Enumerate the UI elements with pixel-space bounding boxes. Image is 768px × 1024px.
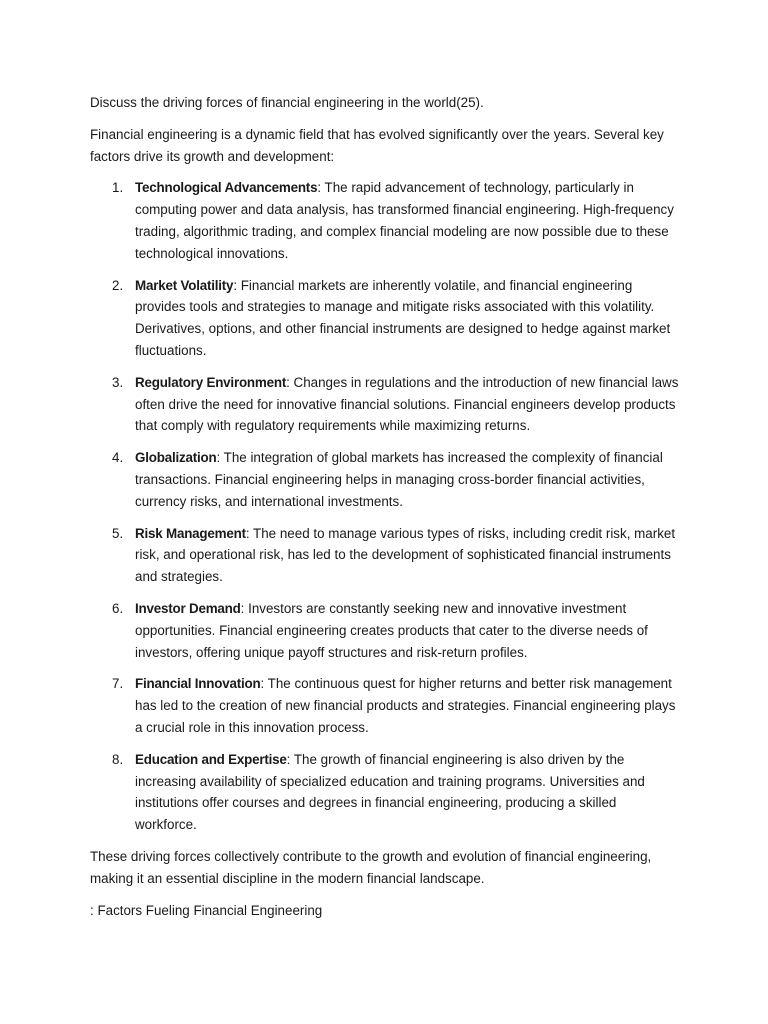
list-item-description: : Changes in regulations and the introduction of new financial laws often drive the need for innovative financial solutions. Financial engineers develop products that comply with regulatory requirements while maximizing returns. <box>135 374 679 434</box>
list-item <box>90 177 680 264</box>
list-item-term: Financial Innovation <box>135 676 261 692</box>
list-item <box>90 673 680 738</box>
list-item-number: 6. <box>112 600 124 616</box>
list-item-term: Globalization <box>135 450 217 466</box>
list-item-description: : Investors are constantly seeking new and innovative investment opportunities. Financial engineering creates products that cater to the diverse needs of investors, offering unique payoff structures and risk-return profiles. <box>135 600 648 660</box>
list-item-term: Market Volatility <box>135 277 234 293</box>
list-item-number: 2. <box>112 277 124 293</box>
list-item-description: : The need to manage various types of risks, including credit risk, market risk, and operational risk, has led to the development of sophisticated financial instruments and strategies. <box>135 525 676 585</box>
list-item <box>90 372 680 437</box>
list-item <box>90 275 680 362</box>
list-item <box>90 598 680 663</box>
list-item-number: 4. <box>112 450 124 466</box>
list-item <box>90 447 680 512</box>
conclusion-paragraph: These driving forces collectively contribute to the growth and evolution of financial engineering, making it an essential discipline in the modern financial landscape. <box>90 848 652 886</box>
intro-paragraph: Financial engineering is a dynamic field that has evolved significantly over the years. Several key factors drive its growth and development: <box>90 126 664 164</box>
document-body <box>90 92 680 931</box>
list-item-term: Risk Management <box>135 525 246 541</box>
list-item-number: 7. <box>112 676 124 692</box>
list-item-description: : Financial markets are inherently volatile, and financial engineering provides tools and strategies to manage and mitigate risks associated with this volatility. Derivatives, options, and other financial instruments are designed to hedge against market fluctuations. <box>135 277 671 358</box>
list-item-description: : The rapid advancement of technology, particularly in computing power and data analysis, has transformed financial engineering. High-frequency trading, algorithmic trading, and complex financial modeling are now possible due to these technological innovations. <box>135 180 674 261</box>
list-item <box>90 749 680 836</box>
list-item-number: 1. <box>112 180 124 196</box>
list-item-term: Technological Advancements <box>135 180 318 196</box>
question-text: Discuss the driving forces of financial engineering in the world(25). <box>90 95 484 110</box>
list-item-term: Investor Demand <box>135 600 241 616</box>
list-item-description: : The growth of financial engineering is also driven by the increasing availability of specialized education and training programs. Universities and institutions offer courses and degrees in financial engineering, producing a skilled workforce. <box>135 751 645 833</box>
list-item <box>90 523 680 588</box>
factors-list <box>90 177 680 836</box>
list-item-number: 3. <box>112 374 124 390</box>
list-item-term: Education and Expertise <box>135 751 287 767</box>
list-item-description: : The integration of global markets has increased the complexity of financial transactions. Financial engineering helps in managing cross-border financial activities, currency risks, and international investments. <box>135 450 663 509</box>
list-item-number: 8. <box>112 751 124 767</box>
caption-text: : Factors Fueling Financial Engineering <box>90 902 323 918</box>
list-item-description: : The continuous quest for higher returns and better risk management has led to the creation of new financial products and strategies. Financial engineering plays a crucial role in this innovation process. <box>135 676 676 735</box>
list-item-number: 5. <box>112 525 124 541</box>
list-item-term: Regulatory Environment <box>135 374 287 390</box>
